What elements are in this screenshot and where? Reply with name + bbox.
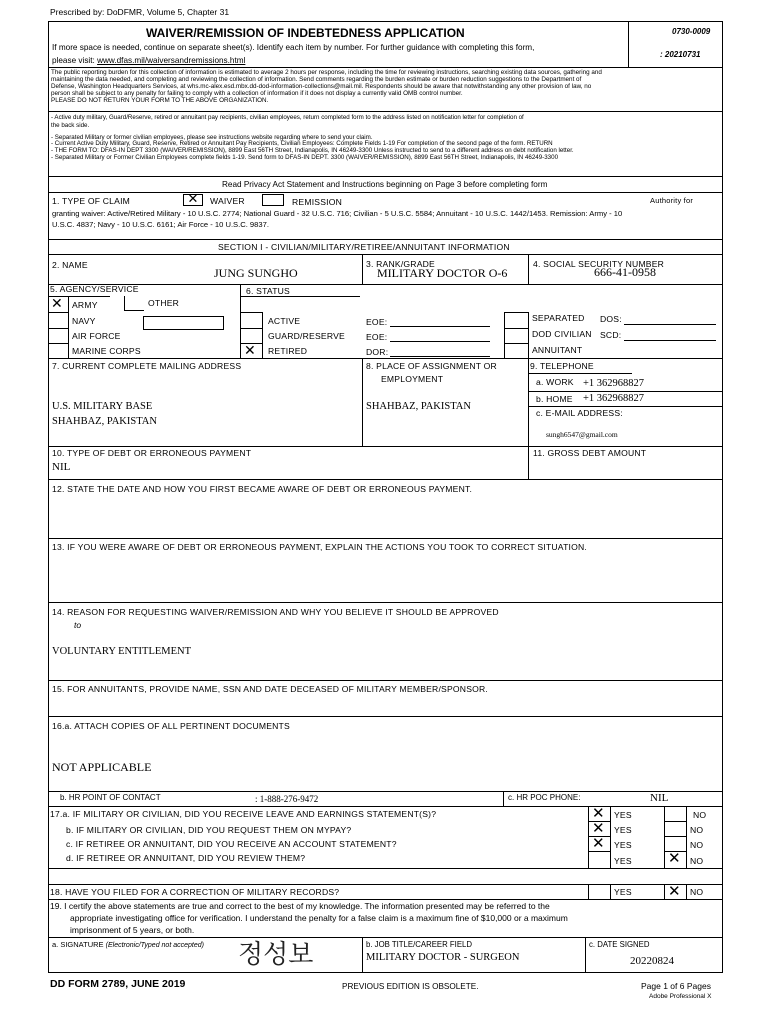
status-label: 6. STATUS (246, 286, 290, 296)
adobe-version: Adobe Professional X (649, 993, 712, 1000)
obsolete-notice: PREVIOUS EDITION IS OBSOLETE. (342, 982, 479, 991)
name-field[interactable]: JUNG SUNGHO (214, 266, 298, 280)
item-16a-field[interactable]: NOT APPLICABLE (52, 760, 152, 774)
item-16a-label: 16.a. ATTACH COPIES OF ALL PERTINENT DOCUMENTS (52, 721, 290, 731)
authority-label: Authority for (650, 196, 694, 205)
burden-line-2: maintaining the data needed, and completing and reviewing the collection of information. Send comments regarding the burden estimate or burden reduction suggestions to the Department of (51, 76, 582, 83)
remission-label: REMISSION (292, 197, 343, 207)
mailing-address-line-2[interactable]: SHAHBAZ, PAKISTAN (52, 416, 157, 427)
date-signed-field[interactable]: 20220824 (630, 955, 674, 967)
burden-line-1: The public reporting burden for this collection of information is estimated to average 2 hours per response, including the time for reviewing instructions, searching existing data sources, gathering and (51, 69, 602, 76)
army-label: ARMY (72, 300, 98, 310)
burden-line-5: PLEASE DO NOT RETURN YOUR FORM TO THE ABOVE ORGANIZATION. (51, 97, 269, 104)
waiver-label: WAIVER (210, 196, 245, 206)
item-17d-label: d. IF RETIREE OR ANNUITANT, DID YOU REVIEW THEM? (66, 853, 306, 863)
17d-yes-label: YES (614, 856, 632, 866)
item-18-label: 18. HAVE YOU FILED FOR A CORRECTION OF MILITARY RECORDS? (50, 887, 340, 897)
remission-checkbox[interactable] (262, 194, 284, 206)
item-15-label: 15. FOR ANNUITANTS, PROVIDE NAME, SSN AND DATE DECEASED OF MILITARY MEMBER/SPONSOR. (52, 684, 489, 694)
item-17c-label: c. IF RETIREE OR ANNUITANT, DID YOU RECEIVE AN ACCOUNT STATEMENT? (66, 839, 397, 849)
eoe-2-label: EOE: (366, 332, 388, 342)
mailing-address-label: 7. CURRENT COMPLETE MAILING ADDRESS (52, 361, 242, 371)
item-17b-label: b. IF MILITARY OR CIVILIAN, DID YOU REQUEST THEM ON MYPAY? (66, 825, 352, 835)
waiver-url-link[interactable]: www.dfas.mil/waiversandremissions.html (97, 56, 246, 65)
dos-field[interactable] (624, 324, 716, 325)
item-15-field[interactable] (48, 697, 723, 715)
scd-field[interactable] (624, 340, 716, 341)
job-title-field[interactable]: MILITARY DOCTOR - SURGEON (366, 952, 520, 963)
hr-poc-label: b. HR POINT OF CONTACT (60, 793, 161, 802)
return-line-1: - Active duty military, Guard/Reserve, retired or annuitant pay recipients, civilian employees, return completed form to the address listed on notification letter for completion of (51, 114, 524, 121)
telephone-label: 9. TELEPHONE (530, 361, 594, 371)
return-line-3: - Separated Military or former civilian employees, please see instructions website regarding where to send your claim. (51, 134, 373, 141)
guard-reserve-label: GUARD/RESERVE (268, 331, 345, 341)
return-line-5: - THE FORM TO: DFAS-IN DEPT 3300 (WAIVER/REMISSION), 8899 East 56TH Street, Indianapolis, IN 46249-3300 Unless instructed to send to a different address on debt notification letter. (51, 147, 574, 154)
17d-no-label: NO (690, 856, 704, 866)
eoe-1-label: EOE: (366, 317, 388, 327)
type-of-debt-field[interactable]: NIL (52, 461, 71, 473)
work-phone-field[interactable]: +1 362968827 (583, 378, 645, 389)
army-checkbox[interactable]: ✕ (51, 296, 63, 312)
item-14-label: 14. REASON FOR REQUESTING WAIVER/REMISSION AND WHY YOU BELIEVE IT SHOULD BE APPROVED (52, 607, 499, 617)
ssn-field[interactable]: 666-41-0958 (594, 265, 656, 279)
17c-yes-label: YES (614, 840, 632, 850)
17a-no-label: NO (693, 810, 707, 820)
section-1-title: SECTION I - CIVILIAN/MILITARY/RETIREE/ANNUITANT INFORMATION (218, 242, 510, 252)
name-label: 2. NAME (52, 260, 88, 270)
place-of-assignment-label-2: EMPLOYMENT (381, 374, 444, 384)
signature-label: a. SIGNATURE (Electronic/Typed not accepted) (52, 940, 204, 949)
17a-yes-checkbox[interactable]: ✕ (592, 804, 605, 822)
hr-poc-field[interactable]: : 1-888-276-9472 (255, 794, 319, 804)
dor-field[interactable] (390, 356, 490, 357)
authority-line-2: granting waiver: Active/Retired Military - 10 U.S.C. 2774; National Guard - 32 U.S.C. 716; Civilian - 5 U.S.C. 5584; Annuitant - 10 U.S.C. 1442/1453. Remission: Army - 10 (52, 209, 623, 218)
gross-debt-label: 11. GROSS DEBT AMOUNT (533, 448, 647, 458)
air-force-label: AIR FORCE (72, 331, 121, 341)
date-signed-label: c. DATE SIGNED (589, 940, 650, 949)
navy-label: NAVY (72, 316, 96, 326)
item-12-field[interactable] (48, 496, 723, 536)
18-yes-label: YES (614, 887, 632, 897)
authority-line-3: U.S.C. 4837; Navy - 10 U.S.C. 6161; Air Force - 10 U.S.C. 9837. (52, 220, 269, 229)
return-line-4: - Current Active Duty Military, Guard, Reserve, Retired or Annuitant Pay Recipients, Civilian Employees: Complete Fields 1-19 For completion of the second page of the form. RETURN (51, 140, 553, 147)
agency-service-label: 5. AGENCY/SERVICE (50, 284, 139, 294)
marine-corps-label: MARINE CORPS (72, 346, 141, 356)
certification-line-2: appropriate investigating office for verification. I understand the penalty for a false claim is a maximum fine of $10,000 or a maximum (70, 913, 568, 923)
other-agency-input[interactable] (143, 316, 224, 330)
ssn-label: 4. SOCIAL SECURITY NUMBER (533, 259, 665, 269)
item-13-field[interactable] (48, 555, 723, 600)
type-of-claim-label: 1. TYPE OF CLAIM (52, 196, 131, 206)
place-of-assignment-field[interactable]: SHAHBAZ, PAKISTAN (366, 401, 471, 412)
form-title: WAIVER/REMISSION OF INDEBTEDNESS APPLICATION (146, 26, 465, 40)
rank-grade-field[interactable]: MILITARY DOCTOR O-6 (377, 266, 508, 280)
item-14-to: to (74, 620, 82, 630)
hr-poc-phone-field[interactable]: NIL (650, 792, 669, 804)
page-count: Page 1 of 6 Pages (641, 981, 711, 991)
annuitant-label: ANNUITANT (532, 345, 583, 355)
eoe-2-field[interactable] (390, 341, 490, 342)
instruction-line-2: please visit: www.dfas.mil/waiversandremissions.html (52, 56, 246, 65)
dod-civilian-label: DOD CIVILIAN (532, 329, 592, 339)
retired-label: RETIRED (268, 346, 308, 356)
17c-yes-checkbox[interactable]: ✕ (592, 834, 605, 852)
return-line-6: - Separated Military or Former Civilian Employees complete fields 1-19. Send form to DFAS-IN DEPT. 3300 (WAIVER/REMISSION), 8899 East 56TH Street, Indianapolis, IN 46249-3300 (51, 154, 559, 161)
work-phone-label: a. WORK (536, 377, 574, 387)
item-12-label: 12. STATE THE DATE AND HOW YOU FIRST BECAME AWARE OF DEBT OR ERRONEOUS PAYMENT. (52, 484, 473, 494)
omb-expiration: : 20210731 (660, 50, 701, 59)
17b-yes-label: YES (614, 825, 632, 835)
certification-line-3: imprisonment of 5 years, or both. (70, 925, 195, 935)
dor-label: DOR: (366, 347, 389, 357)
certification-line-1: 19. I certify the above statements are true and correct to the best of my knowledge. The information presented may be referred to the (50, 901, 550, 911)
18-no-label: NO (690, 887, 704, 897)
dos-label: DOS: (600, 314, 622, 324)
mailing-address-line-1[interactable]: U.S. MILITARY BASE (52, 401, 153, 412)
hr-poc-phone-label: c. HR POC PHONE: (508, 793, 581, 802)
item-17a-label: 17.a. IF MILITARY OR CIVILIAN, DID YOU RECEIVE LEAVE AND EARNINGS STATEMENT(S)? (50, 809, 437, 819)
item-14-field[interactable]: VOLUNTARY ENTITLEMENT (52, 646, 192, 657)
scd-label: SCD: (600, 330, 622, 340)
instruction-line-1: If more space is needed, continue on separate sheet(s). Identify each item by number. For further guidance with completing this form, (52, 43, 535, 52)
rank-grade-label: 3. RANK/GRADE (366, 259, 435, 269)
signature-field[interactable]: 정성보 (238, 940, 314, 970)
17b-no-label: NO (690, 825, 704, 835)
separated-label: SEPARATED (532, 313, 585, 323)
retired-checkbox[interactable]: ✕ (244, 343, 256, 359)
home-phone-field[interactable]: +1 362968827 (583, 393, 645, 404)
17b-yes-checkbox[interactable]: ✕ (592, 819, 605, 837)
eoe-1-field[interactable] (390, 326, 490, 327)
form-identifier: DD FORM 2789, JUNE 2019 (50, 978, 186, 990)
waiver-checkbox[interactable]: ✕ (183, 194, 203, 206)
other-label: OTHER (148, 298, 180, 308)
item-13-label: 13. IF YOU WERE AWARE OF DEBT OR ERRONEOUS PAYMENT, EXPLAIN THE ACTIONS YOU TOOK TO CORRECT SITUATION. (52, 542, 588, 552)
place-of-assignment-label: 8. PLACE OF ASSIGNMENT OR (366, 361, 497, 371)
17d-no-checkbox[interactable]: ✕ (668, 849, 681, 867)
omb-number: 0730-0009 (672, 27, 711, 36)
17a-yes-label: YES (614, 810, 632, 820)
17c-no-label: NO (690, 840, 704, 850)
18-no-checkbox[interactable]: ✕ (668, 882, 681, 900)
job-title-label: b. JOB TITLE/CAREER FIELD (366, 940, 473, 949)
home-phone-label: b. HOME (536, 394, 573, 404)
privacy-note: Read Privacy Act Statement and Instructions beginning on Page 3 before completing form (222, 180, 548, 189)
return-line-2: the back side. (51, 122, 90, 129)
burden-line-3: Defense, Washington Headquarters Services, at whs.mc-alex.esd.mbx.dd-dod-information-collections@mail.mil. Respondents should be aware that notwithstanding any other provision of law, no (51, 83, 592, 90)
burden-line-4: person shall be subject to any penalty for failing to comply with a collection of information if it does not display a currently valid OMB control number. (51, 90, 463, 97)
active-label: ACTIVE (268, 316, 301, 326)
email-field[interactable]: sungh6547@gmail.com (546, 430, 618, 439)
email-label: c. E-MAIL ADDRESS: (536, 408, 623, 418)
type-of-debt-label: 10. TYPE OF DEBT OR ERRONEOUS PAYMENT (52, 448, 252, 458)
prescribed-by: Prescribed by: DoDFMR, Volume 5, Chapter 31 (50, 7, 230, 17)
